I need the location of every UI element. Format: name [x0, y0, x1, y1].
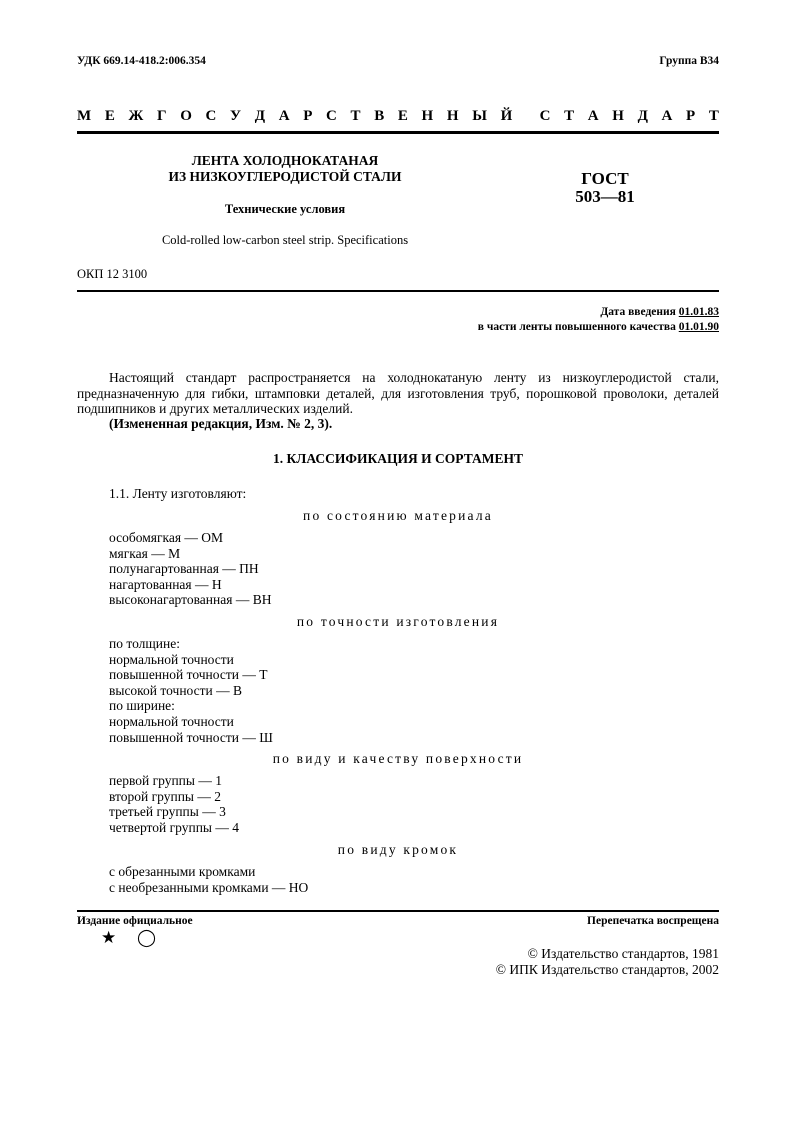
heading-letter: Е	[397, 108, 408, 124]
heading-letter: Й	[500, 108, 513, 124]
heading-letter: Ы	[472, 108, 487, 124]
title-rule	[77, 290, 719, 292]
copyright-1981: © Издательство стандартов, 1981	[527, 946, 719, 961]
intro-date-value: 01.01.83	[678, 306, 719, 318]
list-item: третьей группы — 3	[109, 804, 226, 820]
heading-letter: С	[205, 108, 217, 124]
intro-date-line	[600, 306, 719, 318]
heading-letter: С	[539, 108, 551, 124]
list-item: первой группы — 1	[109, 773, 222, 788]
heading-letter: Т	[564, 108, 575, 124]
list-item: высокой точности — В	[109, 682, 243, 698]
circle-icon: ◯	[137, 928, 157, 947]
part-date-value: 01.01.90	[678, 321, 719, 333]
precision-list	[109, 636, 273, 745]
heading-letter: Д	[637, 108, 648, 124]
heading-letter: Р	[686, 108, 696, 124]
heading-letter: М	[77, 108, 92, 124]
document-subtitle: Технические условия	[224, 202, 346, 216]
heading-letter: Н	[446, 108, 459, 124]
list-item: особомягкая — ОМ	[109, 530, 224, 545]
heading-letter: Н	[612, 108, 624, 124]
item-1-1: 1.1. Ленту изготовляют:	[109, 486, 247, 501]
heading-letter: А	[661, 108, 673, 124]
footer-rule	[77, 910, 719, 912]
list-item: с обрезанными кромками	[109, 864, 256, 879]
heading-letter: С	[326, 108, 337, 124]
group-heading: по виду кромок	[337, 842, 459, 857]
heading-letter: Т	[350, 108, 361, 124]
intro-paragraph: Настоящий стандарт распространяется на холоднокатаную ленту из низкоуглеродистой стали, предназначенную для гибки, штамповки деталей, для изготовления труб, порошковой проволоки, деталей подшипников и других металлических изделий.	[77, 370, 719, 416]
heading-letter: А	[587, 108, 599, 124]
reprint-prohibited: Перепечатка воспрещена	[587, 915, 719, 927]
intro-date-label: Дата введения	[600, 306, 676, 318]
title-line: ИЗ НИЗКОУГЛЕРОДИСТОЙ СТАЛИ	[168, 169, 402, 184]
heading-letter: А	[278, 108, 290, 124]
english-title: Cold-rolled low-carbon steel strip. Specifications	[161, 233, 409, 247]
heading-letter: Д	[254, 108, 266, 124]
material-state-list	[109, 530, 271, 608]
group-heading: по точности изготовления	[296, 614, 500, 629]
title-line: ЛЕНТА ХОЛОДНОКАТАНАЯ	[191, 153, 379, 168]
udk-code: УДК 669.14-418.2:006.354	[77, 55, 206, 67]
list-item: нагартованная — Н	[109, 576, 222, 592]
heading-letter: Е	[104, 108, 115, 124]
list-item: с необрезанными кромками — НО	[109, 879, 309, 895]
list-item: повышенной точности — Ш	[109, 729, 273, 745]
list-item: по толщине:	[109, 636, 180, 651]
edge-type-list	[109, 864, 308, 895]
list-item: второй группы — 2	[109, 788, 221, 804]
gost-number: 503—81	[575, 187, 635, 206]
part-date-line	[478, 321, 719, 333]
list-item: полунагартованная — ПН	[109, 561, 259, 577]
list-item: высоконагартованная — ВН	[109, 592, 272, 608]
revision-note: (Измененная редакция, Изм. № 2, 3).	[109, 416, 333, 431]
official-edition: Издание официальное	[77, 915, 193, 927]
group-code: Группа В34	[659, 55, 719, 67]
heading-letter: Ж	[128, 108, 144, 124]
document-title	[150, 153, 420, 185]
list-item: четвертой группы — 4	[109, 819, 239, 835]
surface-group-list	[109, 773, 239, 835]
group-heading: по состоянию материала	[303, 508, 493, 523]
heading-letter: Т	[708, 108, 719, 124]
list-item: нормальной точности	[109, 713, 234, 729]
heading-letter: В	[374, 108, 385, 124]
interstate-standard-heading	[77, 108, 719, 125]
star-icon: ★	[101, 928, 117, 947]
list-item: нормальной точности	[109, 651, 234, 667]
list-item: повышенной точности — Т	[109, 667, 268, 683]
heading-rule	[77, 131, 719, 134]
list-item: по ширине:	[109, 698, 175, 714]
heading-letter: Р	[303, 108, 313, 124]
section-title: 1. КЛАССИФИКАЦИЯ И СОРТАМЕНТ	[272, 451, 524, 466]
heading-letter: О	[180, 108, 192, 124]
group-heading: по виду и качеству поверхности	[272, 751, 524, 766]
gost-label: ГОСТ	[581, 169, 629, 188]
part-date-label: в части ленты повышенного качества	[477, 321, 676, 333]
heading-letter: Н	[421, 108, 434, 124]
okp-code: ОКП 12 3100	[77, 267, 148, 281]
gost-designation	[545, 170, 665, 206]
list-item: мягкая — М	[109, 545, 181, 561]
heading-letter: У	[230, 108, 242, 124]
copyright-2002: © ИПК Издательство стандартов, 2002	[495, 962, 719, 977]
heading-letter: Г	[157, 108, 167, 124]
